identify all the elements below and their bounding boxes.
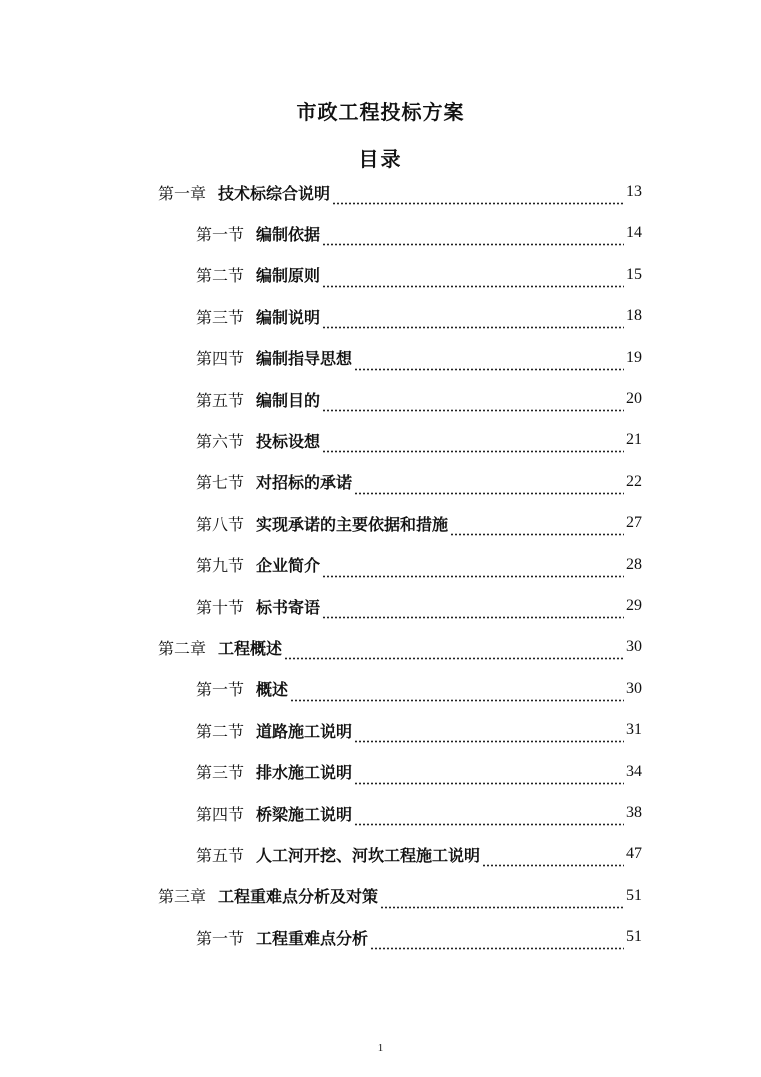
toc-entry-page: 15 — [626, 265, 642, 283]
toc-section-entry[interactable] — [196, 674, 642, 704]
toc-chapter-entry[interactable] — [158, 881, 642, 911]
toc-entry-number: 第九节 — [196, 556, 245, 576]
toc-leader-dots — [370, 934, 624, 950]
toc-entry-title: 对招标的承诺 — [256, 473, 353, 493]
toc-entry-page: 20 — [626, 390, 642, 407]
toc-entry-page: 19 — [626, 348, 642, 366]
toc-leader-dots — [354, 769, 624, 785]
toc-leader-dots — [322, 396, 624, 412]
toc-section-entry[interactable] — [196, 757, 642, 787]
toc-leader-dots — [322, 230, 624, 246]
toc-entry-number: 第五节 — [196, 845, 245, 865]
toc-entry-number: 第一节 — [196, 928, 245, 948]
toc-entry-page: 18 — [626, 307, 642, 325]
toc-chapter-entry[interactable] — [158, 632, 642, 662]
toc-entry-page: 34 — [626, 762, 642, 780]
toc-leader-dots — [322, 272, 624, 288]
toc-entry-page: 27 — [626, 514, 642, 532]
toc-entry-title: 工程概述 — [218, 638, 283, 658]
toc-entry-title: 桥梁施工说明 — [256, 804, 353, 824]
toc-leader-dots — [322, 437, 624, 453]
toc-entry-page: 31 — [626, 721, 642, 739]
toc-entry-number: 第二章 — [158, 638, 207, 658]
toc-leader-dots — [290, 686, 624, 702]
toc-entry-number: 第八节 — [196, 514, 245, 534]
toc-leader-dots — [322, 603, 624, 619]
page-number: 1 — [377, 1042, 384, 1054]
toc-section-entry[interactable] — [196, 218, 642, 248]
toc-leader-dots — [450, 520, 624, 536]
toc-entry-title: 人工河开挖、河坎工程施工说明 — [256, 845, 481, 865]
toc-leader-dots — [322, 562, 624, 578]
toc-leader-dots — [322, 313, 624, 329]
toc-entry-title: 编制依据 — [256, 224, 321, 244]
toc-section-entry[interactable] — [196, 425, 642, 455]
toc-entry-page: 14 — [626, 224, 642, 242]
toc-entry-number: 第二节 — [196, 266, 245, 286]
toc-entry-title: 道路施工说明 — [256, 721, 353, 741]
toc-entry-number: 第十节 — [196, 597, 245, 617]
toc-section-entry[interactable] — [196, 798, 642, 828]
toc-entry-number: 第一节 — [196, 680, 245, 700]
document-title: 市政工程投标方案 — [296, 100, 465, 124]
toc-entry-title: 标书寄语 — [256, 597, 321, 617]
toc-entry-number: 第三节 — [196, 763, 245, 783]
toc-entry-title: 实现承诺的主要依据和措施 — [256, 514, 449, 534]
toc-section-entry[interactable] — [196, 467, 642, 497]
toc-section-entry[interactable] — [196, 922, 642, 952]
toc-entry-number: 第三章 — [158, 887, 207, 907]
toc-entry-number: 第六节 — [196, 431, 245, 451]
toc-section-entry[interactable] — [196, 839, 642, 869]
toc-section-entry[interactable] — [196, 260, 642, 290]
toc-section-entry[interactable] — [196, 591, 642, 621]
toc-entry-page: 30 — [626, 638, 642, 656]
toc-entry-title: 编制目的 — [256, 390, 321, 410]
toc-entry-title: 排水施工说明 — [256, 763, 353, 783]
toc-entry-number: 第二节 — [196, 721, 245, 741]
toc-entry-title: 编制指导思想 — [256, 349, 353, 369]
toc-entry-page: 38 — [626, 804, 642, 821]
toc-chapter-entry[interactable] — [158, 177, 642, 207]
toc-entry-number: 第三节 — [196, 307, 245, 327]
toc-section-entry[interactable] — [196, 301, 642, 331]
toc-entry-number: 第四节 — [196, 349, 245, 369]
toc-entry-page: 47 — [626, 845, 642, 863]
toc-leader-dots — [332, 189, 624, 205]
toc-entry-number: 第一节 — [196, 224, 245, 244]
toc-entry-title: 投标设想 — [256, 431, 321, 451]
toc-section-entry[interactable] — [196, 508, 642, 538]
toc-leader-dots — [354, 355, 624, 371]
toc-leader-dots — [380, 893, 624, 909]
toc-entry-title: 编制说明 — [256, 307, 321, 327]
toc-entry-number: 第七节 — [196, 473, 245, 493]
toc-leader-dots — [354, 479, 624, 495]
toc-leader-dots — [354, 810, 624, 826]
toc-entry-page: 51 — [626, 886, 642, 904]
toc-section-entry[interactable] — [196, 343, 642, 373]
toc-entry-number: 第五节 — [196, 390, 245, 410]
toc-entry-page: 28 — [626, 555, 642, 573]
toc-entry-title: 工程重难点分析 — [256, 928, 369, 948]
toc-entry-title: 企业简介 — [256, 556, 321, 576]
toc-entry-page: 21 — [626, 431, 642, 449]
toc-entry-page: 30 — [626, 679, 642, 697]
toc-leader-dots — [284, 644, 624, 660]
toc-entry-number: 第一章 — [158, 183, 207, 203]
toc-section-entry[interactable] — [196, 550, 642, 580]
toc-entry-title: 工程重难点分析及对策 — [218, 887, 379, 907]
toc-entry-title: 编制原则 — [256, 266, 321, 286]
toc-leader-dots — [354, 727, 624, 743]
toc-entry-page: 51 — [626, 928, 642, 946]
toc-entry-title: 技术标综合说明 — [218, 183, 331, 203]
toc-section-entry[interactable] — [196, 384, 642, 414]
toc-entry-number: 第四节 — [196, 804, 245, 824]
toc-entry-title: 概述 — [256, 680, 289, 700]
toc-section-entry[interactable] — [196, 715, 642, 745]
toc-entry-page: 13 — [626, 183, 642, 200]
toc-entry-page: 22 — [626, 472, 642, 490]
toc-leader-dots — [482, 851, 624, 867]
toc-entry-page: 29 — [626, 597, 642, 614]
toc-heading: 目录 — [358, 147, 403, 171]
